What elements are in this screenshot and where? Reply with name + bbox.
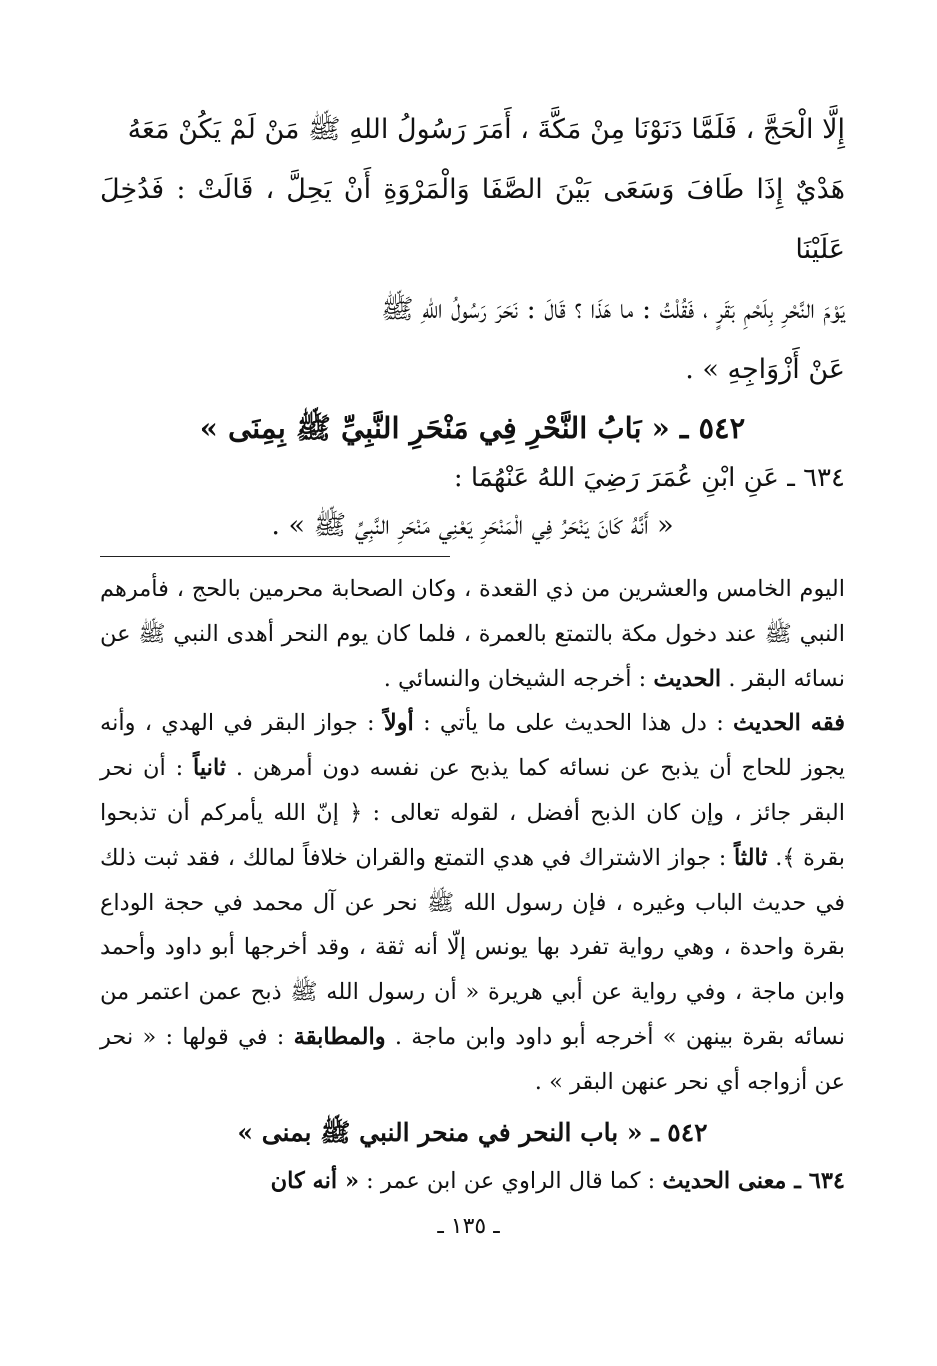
section-label: فقه الحديث — [733, 710, 845, 737]
section-label: ثانياً — [193, 755, 227, 782]
commentary — [100, 567, 845, 1105]
text-line: يَوْمَ النَّحْرِ بِلَحْمِ بَقَرٍ ، فَقُلْتُ : ما هَذَا ؟ قَالَ : نَحَرَ رَسُولُ اللهِ ﷺ — [381, 294, 845, 325]
hadith-text-continuation — [100, 100, 845, 400]
section-label: ٦٣٤ ـ معنى الحديث — [662, 1167, 845, 1194]
commentary-text: النبي ﷺ عن نسائه البقر . — [100, 620, 845, 692]
page-number: ـ ١٣٥ ـ — [437, 1214, 500, 1239]
chapter-title: ٥٤٢ ـ « بَابُ النَّحْرِ فِي مَنْحَرِ النَّبِيِّ ﷺ بِمِنَى » — [199, 411, 746, 445]
chapter-title-explanation: ٥٤٢ ـ « باب النحر في منحر النبي ﷺ بمنى » — [237, 1117, 708, 1147]
meaning-paragraph — [100, 1159, 845, 1203]
commentary-text: فأمرهم النبي ﷺ عند دخول مكة بالتمتع بالعمرة ، فلما كان يوم النحر أهدى — [100, 576, 846, 647]
section-label: ثالثاً — [733, 844, 768, 871]
commentary-text: : أخرجه الشيخان والنسائي . — [383, 665, 647, 692]
commentary-text: : جواز البقر في الهدي ، وأنه يجوز للحاج أن يذبح عن نسائه كما يذبح عن نفسه دون أمرهن . — [100, 710, 845, 782]
commentary-paragraph — [100, 701, 845, 1104]
text-line: هَدْيٌ إِذَا طَافَ وَسَعَى بَيْنَ الصَّفَا وَالْمَرْوَةِ أَنْ يَحِلَّ ، قَالَتْ : فَدُخِلَ عَلَيْنَا — [100, 174, 845, 265]
section-label: أولاً — [383, 710, 414, 737]
commentary-text: : أن نحر البقر جائز ، وإن كان الذبح أفضل ، لقوله تعالى : ﴿ إنّ الله يأمركم أن تذبحوا بقرة ﴾. — [100, 755, 845, 871]
hadith-quote: « أَنَّهُ كَانَ يَنْحَرُ فِي الْمَنْحَرِ يَعْنِي مَنْحَرِ النَّبِيِّ ﷺ » . — [271, 510, 674, 541]
hadith-intro: ٦٣٤ ـ عَنِ ابْنِ عُمَرَ رَضِيَ اللهُ عَنْهُمَا : — [453, 463, 845, 493]
section-label: الحديث — [653, 665, 722, 692]
text-line: إِلَّا الْحَجَّ ، فَلَمَّا دَنَوْنَا مِنْ مَكَّةَ ، أَمَرَ رَسُولُ اللهِ ﷺ مَنْ لَمْ يَكُنْ مَعَهُ — [127, 114, 845, 145]
commentary-text: اليوم الخامس والعشرين من ذي القعدة ، وكان الصحابة محرمين بالحج ، — [176, 576, 845, 602]
commentary-text: : جواز الاشتراك في هدي التمتع والقران خلافاً لمالك ، فقد ثبت ذلك في حديث الباب وغيره ، فإن رسول الله ﷺ نحر عن آل محمد في حجة الوداع بقرة واحدة ، وهي رواية تفرد بها يونس إلّا أنه ثقة ، وقد أخرجها أبو داود وأحمد وابن ماجة ، وفي رواية عن أبي هريرة « أن رسول الله ﷺ ذبح عمن اعتمر من نسائه بقرة بينهن » أخرجه أبو داود وابن ماجة . — [100, 844, 846, 1050]
book-page — [100, 100, 845, 1203]
meaning-quote: « أنه كان — [270, 1167, 360, 1194]
commentary-text: : في قولها : « نحر عن أزواجه أي نحر عنهن البقر » . — [100, 1023, 845, 1095]
meaning-text: : كما قال الراوي عن ابن عمر : — [366, 1167, 656, 1194]
commentary-text: : دل هذا الحديث على ما يأتي : — [423, 710, 724, 737]
meaning-section — [100, 1159, 845, 1203]
text-line: عَنْ أَزْوَاجِهِ » . — [685, 354, 845, 385]
footnote-divider — [100, 556, 450, 557]
section-label: والمطابقة — [293, 1023, 386, 1050]
commentary-paragraph — [100, 567, 845, 701]
